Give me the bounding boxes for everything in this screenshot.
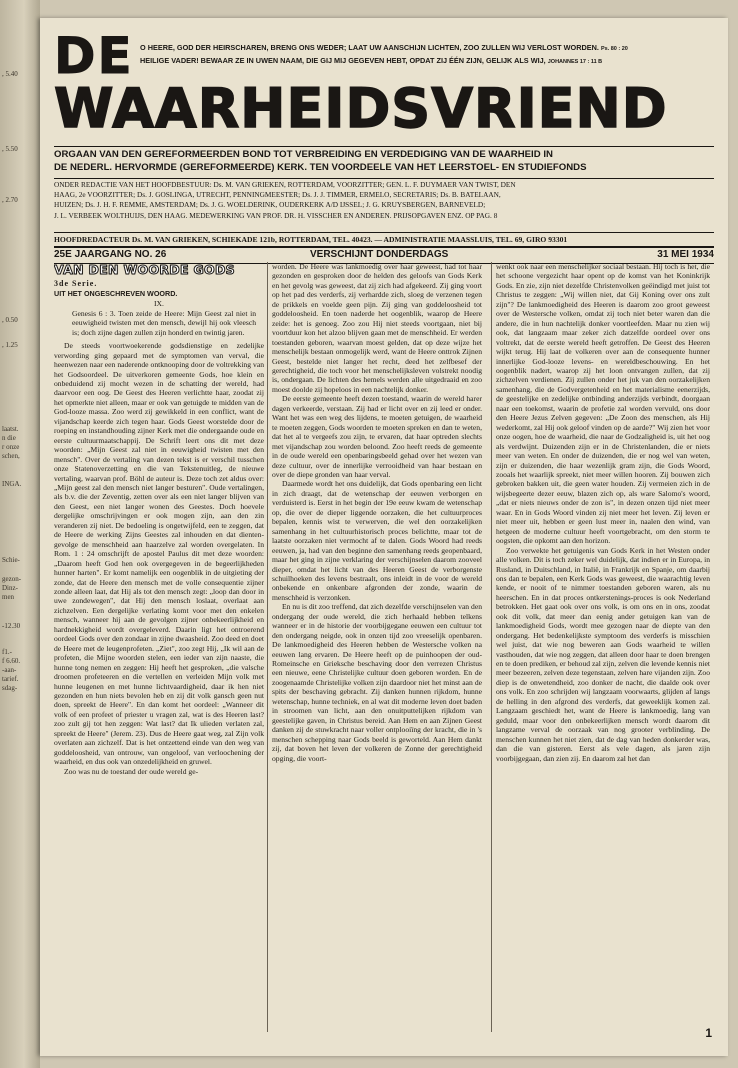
redactie-line: J. L. VERBEEK WOLTHUIJS, DEN HAAG. MEDEWERKING VAN PROF. DR. H. VISSCHER EN ANDEREN. PRIJSOPGAVEN ENZ. OP PAG. 8 — [54, 210, 498, 220]
strip-fragment: sdag- — [2, 684, 18, 692]
section-heading: VAN DEN WOORDE GODS — [54, 262, 235, 277]
scripture-quote: Genesis 6 : 3. Toen zeide de Heere: Mijn Geest zal niet in eeuwigheid twisten met den mensch, dewijl hij ook vleesch is; doch zijne dagen zullen zijn honderd en twintig jaren. — [72, 309, 256, 337]
verschijnt-donderdags: VERSCHIJNT DONDERDAGS — [310, 249, 449, 260]
rule — [54, 146, 714, 147]
strip-fragment: , 5.40 — [2, 70, 18, 78]
hoofdredacteur-line: HOOFDREDACTEUR Ds. M. VAN GRIEKEN, SCHIEKADE 121b, ROTTERDAM, TEL. 40423. — ADMINISTRATIE MAASSLUIS, TEL. 69, GIRO 93301 — [54, 235, 568, 244]
strip-fragment: INGA. — [2, 480, 22, 488]
redactie-line: ONDER REDACTIE VAN HET HOOFDBESTUUR: Ds. M. VAN GRIEKEN, ROTTERDAM, VOORZITTER; GEN. L. F. DUYMAER VAN TWIST, DEN — [54, 180, 516, 189]
column-divider — [267, 262, 268, 1032]
column-2 — [272, 262, 482, 1032]
strip-fragment: , 0.50 — [2, 316, 18, 324]
left-adjacent-page-strip — [0, 0, 40, 1068]
column-3 — [496, 262, 710, 1032]
column-divider — [491, 262, 492, 1032]
organ-line-1: ORGAAN VAN DEN GEREFORMEERDEN BOND TOT VERBREIDING EN VERDEDIGING VAN DE WAARHEID IN — [54, 149, 553, 160]
strip-fragment: r onze — [2, 443, 20, 451]
strip-fragment: -12.30 — [2, 622, 21, 630]
rule — [54, 246, 714, 248]
article-serie: 3de Serie. — [54, 279, 98, 288]
strip-fragment: laatst. — [2, 425, 19, 433]
strip-fragment: f 6.60. — [2, 657, 21, 665]
paragraph: wenkt ook naar een menschelijker sociaal bestaan. Hij toch is het, die het schoone vergezicht haar opent op de komst van het Koninkrijk Gods. En zie, zijn niet dezelfde Christenvolken geëindigd met juist tot Christus te zeggen: „Wij willen niet, dat Gij Koning over ons zult zijn"? De lankmoedigheid des Heeren is daarom zoo groot geweest over de Westersche volken, omdat zij toch niet beter waren dan die andere, die in hun nachtelijk donker voortleefden. Maar nu zien wij ook, dat langzaam maar zeker zich datzelfde oordeel over ons voltrekt, dat de eerste wereld heeft getroffen. De Geest des Heeren wijkt terug. Hij laat de volkeren over aan de consequente hunner innerlijke God-looze levens- en wereldbeschouwing. En het oogenblik nadert, waarop zij het loon ontvangen zullen, dat zij zichzelven verdienen. Zij zullen onder het juk van den oorzakelijken samenhang, die de Godvergetenheid en het materialisme eenerzijds, de geestelijke en zedelijke ontbinding anderzijds verbindt, doorgaan naar een toekomst, waarin de profetie zal worden vervuld, ons door den Heere Jezus Zelven gegeven: „De Zoon des menschen, als Hij wederkomt, zal Hij ook geloof vinden op de aarde?" Wij zien het voor onze oogen, hoe de waarheid, die naar de Godzaligheid is, uit het oog als verdwijnt. Duizenden zijn er in de Christenlanden, die er niets meer van weten. En onder de duizenden, die er nog wel van weten, zijn er duizenden, die haar wezenlijk gram zijn, die Gods Woord, zooals het waarlijk spreekt, niet meer willen hooren. Zij bouwen zich gebroken bakken uit, die geen water houden. Zij vermeien zich in de wijsbegeerte dezer eeuw, blazen zich op, als ware Salomo's woord, „dat er niets nieuws onder de zon is", in dezen onzen tijd niet meer waar. En in Gods Woord vinden zij niet meer het leven. Zij leven er niet meer uit, hebben er geen lust meer in, naalen den wind, van hetgeen de moderne cultuur heeft voortgebracht, om den storm te oogsten, die opkomt aan den horizon. — [496, 262, 710, 546]
paragraph: De eerste gemeente heeft dezen toestand, waarin de wereld harer dagen verkeerde, verstaan. Zij had er licht over en zij leed er onder. Want het was een weg des lijdens, te moeten getuigen, de waarheid te moeten zeggen, Gods woorden te moeten spreken en dan te weten, dat het al te vergeefs zou zijn, te ervaren, dat haar optreden slechts met vijandschap zou worden beloond. Zoo heeft reeds de gemeente in de oude wereld een openbaringsbeeld gehad over het wezen van deze cultuur, over de innerlijke verrooidheid van haar bestaan en over de diepe gronden van haar verval. — [272, 394, 482, 479]
organ-line-2: DE NEDERL. HERVORMDE (GEREFORMEERDE) KERK. TEN VOORDEELE VAN HET LEERSTOEL- EN STUDIEFONDS — [54, 162, 587, 173]
strip-fragment: men — [2, 593, 15, 601]
issue-date: 31 MEI 1934 — [657, 249, 714, 260]
jaargang: 25E JAARGANG NO. 26 — [54, 249, 167, 260]
strip-fragment: , 1.25 — [2, 341, 18, 349]
column-1 — [54, 262, 264, 1032]
verse-line-1: O HEERE, GOD DER HEIRSCHAREN, BRENG ONS WEDER; LAAT UW AANSCHIJN LICHTEN, ZOO ZULLEN WIJ VERLOST WORDEN. — [140, 43, 599, 52]
verse-ref-1: Ps. 80 : 20 — [600, 46, 628, 52]
paragraph: Daarmede wordt het ons duidelijk, dat Gods openbaring een licht in zich draagt, dat de wetenschap der eeuwen verborgen en verduisterd is. Eerst in het begin der 19e eeuw kwam de wetenschap op, die over de dieper liggende oorzaken, die het cultuurproces bepalen, kennis wist te verwerven, die wel den oorzakelijken samenhang in het cultuurhistorisch proces belichtte, maar tot de laatste oorzaken niet vermocht af te dalen. Gods Woord had reeds eeuwen, ja, had van den beginne den samenhang reeds geopenbaard, maar het ging in zijne verklaring der verschijnselen daarom zooveel dieper, omdat het licht van des Heeren Geest de verborgenste schuilhoeken des levens bestraalt, ons inleidt in de voor de wereld onbekende en onkenbare afgronden der zonde, waarin de menschheid is verzonken. — [272, 479, 482, 602]
strip-fragment: gezon- — [2, 575, 22, 583]
organ-description — [54, 148, 714, 174]
rule — [54, 232, 714, 233]
strip-fragment: Dinz- — [2, 584, 18, 592]
strip-fragment: -aan- — [2, 666, 17, 674]
strip-fragment: Schie- — [2, 556, 20, 564]
strip-fragment: schen, — [2, 452, 20, 460]
paragraph: Zoo was nu de toestand der oude wereld ge- — [64, 766, 199, 776]
paragraph: Zoo verwekte het getuigenis van Gods Kerk in het Westen onder alle volken. Dit is toch zeker wel duidelijk, dat indien er in Europa, in Rusland, in Duitschland, in Italië, in Frankrijk en Spanje, om daarbij ons dan te bepalen, een Kerk Gods was geweest, die waarachtig leven kende, er nooit of te nimmer toestanden geboren waren, als nu heerschen. En in dat proces ontkerstenings-proces is ook Nederland betrokken. Het gaat ook over ons volk, is om ons en in ons, zoodat ook dit volk, dat meer dan eenig ander getuigen kan van de lankmoedigheid Gods, wordt mee gezogen naar de diepte van den ondergang. Het bedenkelijkste symptoom des verderfs is misschien wel juist, dat wie nog beweren aan Gods waarheid te willen vasthouden, dat wie nog zeggen, dat alleen door haar te doen brengen en te doen prediken, er behoud zal zijn, zelven die levende kennis niet meer bezeeren, zelven deze tegenstaan, zelven hare vijanden zijn. Zoo diep is de onwetendheid, zoo donker de nacht, die daalde ook over ons volk. En zoo schrijden wij langzaam voorwaarts, glijden af langs de helling in den afgrond des verderfs, dat geweeklijk komen zal. Langzaam geschiedt het, want de Heere is lankmoedig, lang van geduld, maar voor den onbekeerlijken mensch wordt daarom dit langzame verval de oorzaak van nog grooter verblinding. De menschen kunnen het niet zien, dat de dag van heden donkerder was, dan die van gisteren. Eerst als vele dagen, als jaren zijn voorbijgegaan, dan zien zij. En daarom zal het dan — [496, 545, 710, 763]
paragraph: En nu is dit zoo treffend, dat zich dezelfde verschijnselen van den ondergang der oude wereld, die zich herhaald hebben telkens wanneer er in de historie der voorbijgegane eeuwen een cultuur tot den ondergang neigde, ook in onzen tijd zoo vreeselijk openbaren. De lankmoedigheid des Heeren hebben de Westersche volken na eeuwen lang ervaren. De Heere heeft op de puinhoopen der oud-Romeinsche en Grieksche beschaving door den verrezen Christus een nieuwe, eene Christelijke cultuur doen geboren worden. En de zoogenaamde Christelijke volken zijn daardoor niet het minst aan de spits der beschaving gebracht. Zij danken hunnen rijkdom, hunne wetenschap, hunne techniek, en al wat dit moderne leven doet baden in stroomen van licht, aan den onuitputtelijken rijkdom van geestelijke gaven, in Christus bereid. Aan Hem en aan Zijnen Geest danken zij de stuwkracht naar voller ontplooiïng der kracht, die in 's menschen schepping naar Gods beeld is geworteld. Aan Hem dankt zij, dat boven het leven der volkeren de Zonne der gerechtigheid opging, die voort- — [272, 602, 482, 763]
article-columns — [54, 262, 714, 1032]
verse-ref-2: JOHANNES 17 : 11 B — [547, 59, 603, 65]
verse-line-2: HEILIGE VADER! BEWAAR ZE IN UWEN NAAM, DIE GIJ MIJ GEGEVEN HEBT, OPDAT ZIJ ÉÉN ZIJN, GELIJK ALS WIJ, — [140, 56, 546, 65]
masthead-title: WAARHEIDSVRIEND — [54, 77, 668, 140]
redactie-line: HAAG, 2e VOORZITTER; Ds. J. GOSLINGA, UTRECHT, PENNINGMEESTER; Ds. J. J. TIMMER, ERMELO, SECRETARIS; Ds. B. BATELAAN, — [54, 190, 501, 200]
editorial-board — [54, 180, 714, 221]
strip-fragment: tarief. — [2, 675, 19, 683]
paragraph: worden. De Heere was lankmoedig over haar geweest, had tot haar gezonden en gesproken door de helden des geloofs van Gods Kerk en het gevolg was geweest, dat zij zich had afgekeerd. Zij ging voort op het pad des verderfs, zij verhardde zich, sloeg de verzenen tegen de prikkels en voelde geen pijn. Zij ging van goddeloosheid tot goddeloosheid. En toen naderde het oogenblik, waarop de Heere zeide: het is genoeg. Zoo zou Hij niet steeds voortgaan, niet bij voortduur kon het alzoo blijven gaan met de menschheid. Er werden toestanden geboren, waarvan moest gelden, dat op deze wijze het menschelijk bestaan onmogelijk werd, want de Heere onttrok Zijnen Geest, bestelde niet langer het recht, deed het zelfbesef der gerechtigheid, die toch voor het menschelijksleven volstrekt noodig is, ondergaan. De lichten des hemels werden alle uitgedraaid en zoo moest doolde zij hopeloos in een nachtelijk donker. — [272, 262, 482, 394]
front-page — [40, 18, 728, 1056]
strip-fragment: , 2.70 — [2, 196, 18, 204]
masthead-de: DE — [54, 27, 134, 85]
strip-fragment: , 5.50 — [2, 145, 18, 153]
paragraph: De steeds voortwoekerende godsdienstige en zedelijke verwording ging gepaard met de symptomen van verval, die heenwezen naar een naderende ontknooping door de voltrekking van het Godsoordeel. De uitverkoren gemeente Gods, hoe klein en onbeduidend zij mocht wezen in de schatting der wereld, had daarvoor een oog. De Geest des Heeren verlichtte haar, zoodat zij het opmerkte niet alleen, maar er ook van getuigde te midden van de God-looze massa. Zoo werd zij gewikkeld in een conflict, want de vijandschap keerde zich tegen haar. Gods Geest worstelde door de roeping en instandhouding zijner Kerk met die ondergaande oude en eerste cultuurmaatschappij. De Schrift leert ons dit met deze woorden: „Mijn Geest zal niet in eeuwigheid twisten met den mensch". Over de vertaling van dezen tekst is er verschil tusschen onze Statenoverzetting en die van Tekstenuitleg, de nieuwe vertaling, waarvan prof. Böhl de auteur is. Deze toch zet aldus over: „Mijn geest zal den mensch niet langer besturen". Oude vertalingen, als b.v. die der Zeventig, zetten over als een niet langer blijven van den Geest, een niet langer wonen des Geestes. Doch hoevele dergelijke omschrijvingen er ook mogen zijn, aan den zin veranderen zij niet. De bedoeling is ongetwijfeld, een te zeggen, dat de Heere de werking Zijns Geestes zal inhouden en dat dienten-gevolge de menschheid aan haarzelve zal worden overgelaten. In Rom. 1 : 24 omschrijft de apostel Paulus dit met deze woorden: „Daarom heeft God hen ook overgegeven in de begeerlijkheden hunner harten". Er komt namelijk een oogenblik in de uitgieting der zonde, dat de Heere den mensch met de volle consequentie zijner zonde alleen laat, dat Hij als tot den mensch zegt: „loop dan door in uwe zondewegen", dat Hij den mensch loslaat, overlaat aan zichzelven. Een dergelijke verlating komt voor met den enkelen mensch, wanneer hij aan de gevolgen zijner onbekeerlijkheid en hardnekkigheid wordt overgeleverd. Daarin ligt het ontroerend oordeel Gods over den zondaar in zijne dwaasheid. Zoo deed en doet de Heere met de leugenprofeten. „Ziet", zoo zegt Hij, „Ik wil aan de profeten, die Mijne woorden stelen, een ieder van zijn naaste, die hunne tong nemen en zeggen: Hij heeft het gesproken, „die valsche droomen profeteeren en die vertellen en verleiden Mijn volk met hunne leugenen en met hunne lichtvaardigheid, daar ik hen niet gezonden en hun niets bevolen heb en zij dit volk gansch geen nut doen, spreekt de Heere". En dan komt het oordeel: „Wanneer dit volk of een profeet of priester u vragen zal, wat is des Heeren last? zoo zult gij tot hen zeggen: Wat last? dat Ik ulieden verlaten zal, spreekt de Heere" (Jerem. 23). Dus de Heere gaat weg, zal Zijn volk overlaten aan zichzelf. Dat is het ontzettend einde van den weg van goddeloosheid, van ontrouw, van ongeloof, van verloochening der waarheid, en dus ook van onzedelijkheid en gruwel. — [54, 341, 264, 767]
strip-fragment: f1.- — [2, 648, 12, 656]
redactie-line: HUIZEN; Ds. J. H. F. REMME, AMSTERDAM; Ds. J. G. WOELDERINK, OUDERKERK A/D IJSSEL; J. G. KRUYSBERGEN, BARNEVELD; — [54, 200, 486, 210]
article-part-number: IX. — [154, 299, 164, 308]
strip-fragment: n die — [2, 434, 16, 442]
rule — [54, 178, 714, 179]
article-subtitle: UIT HET ONGESCHREVEN WOORD. — [54, 289, 178, 298]
page-number: 1 — [705, 1026, 712, 1040]
masthead-verses — [140, 42, 710, 68]
